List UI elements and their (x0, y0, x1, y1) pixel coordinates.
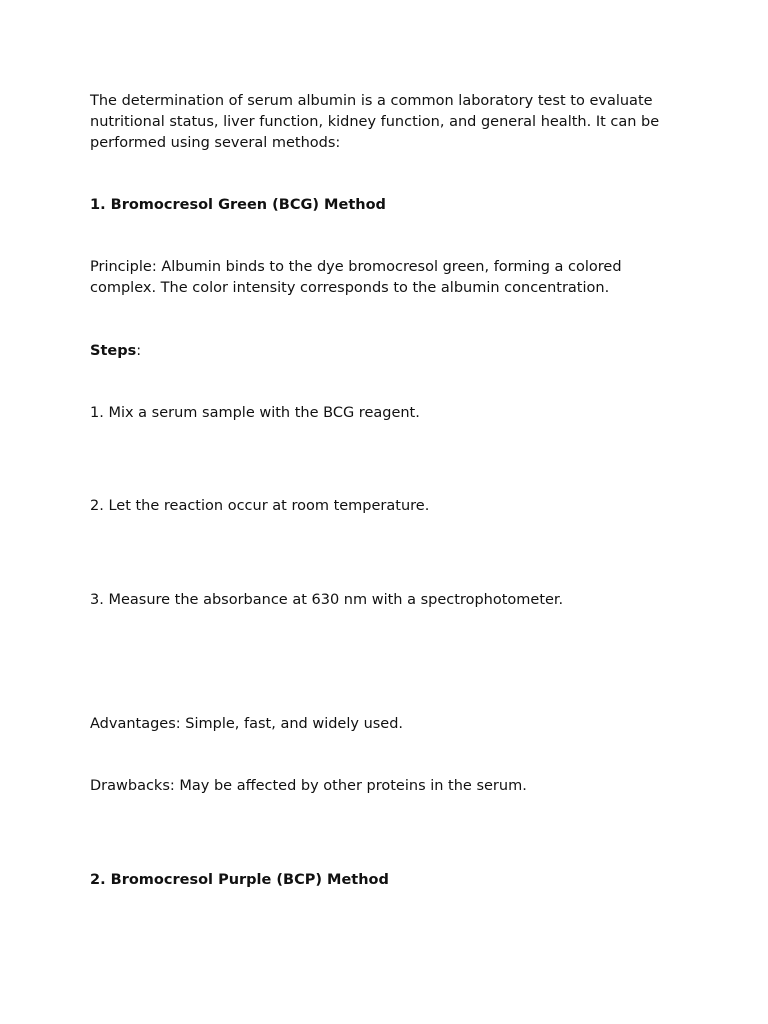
step-item: 3. Measure the absorbance at 630 nm with a spectrophotometer. (90, 592, 564, 608)
step-item: 2. Let the reaction occur at room temperature. (90, 498, 430, 514)
section-heading-bcg: 1. Bromocresol Green (BCG) Method (90, 197, 386, 213)
advantages-paragraph: Advantages: Simple, fast, and widely used. (90, 716, 404, 732)
drawbacks-paragraph: Drawbacks: May be affected by other proteins in the serum. (90, 778, 527, 794)
step-item: 1. Mix a serum sample with the BCG reagent. (90, 405, 420, 421)
steps-colon: : (136, 343, 142, 359)
intro-paragraph: The determination of serum albumin is a common laboratory test to evaluate nutritional status, liver function, kidney function, and general health. It can be performed using several methods: (90, 93, 660, 151)
section-heading-bcp: 2. Bromocresol Purple (BCP) Method (90, 872, 389, 888)
principle-paragraph: Principle: Albumin binds to the dye bromocresol green, forming a colored complex. The color intensity corresponds to the albumin concentration. (90, 259, 622, 296)
steps-heading (90, 341, 690, 362)
steps-label: Steps (90, 343, 137, 359)
